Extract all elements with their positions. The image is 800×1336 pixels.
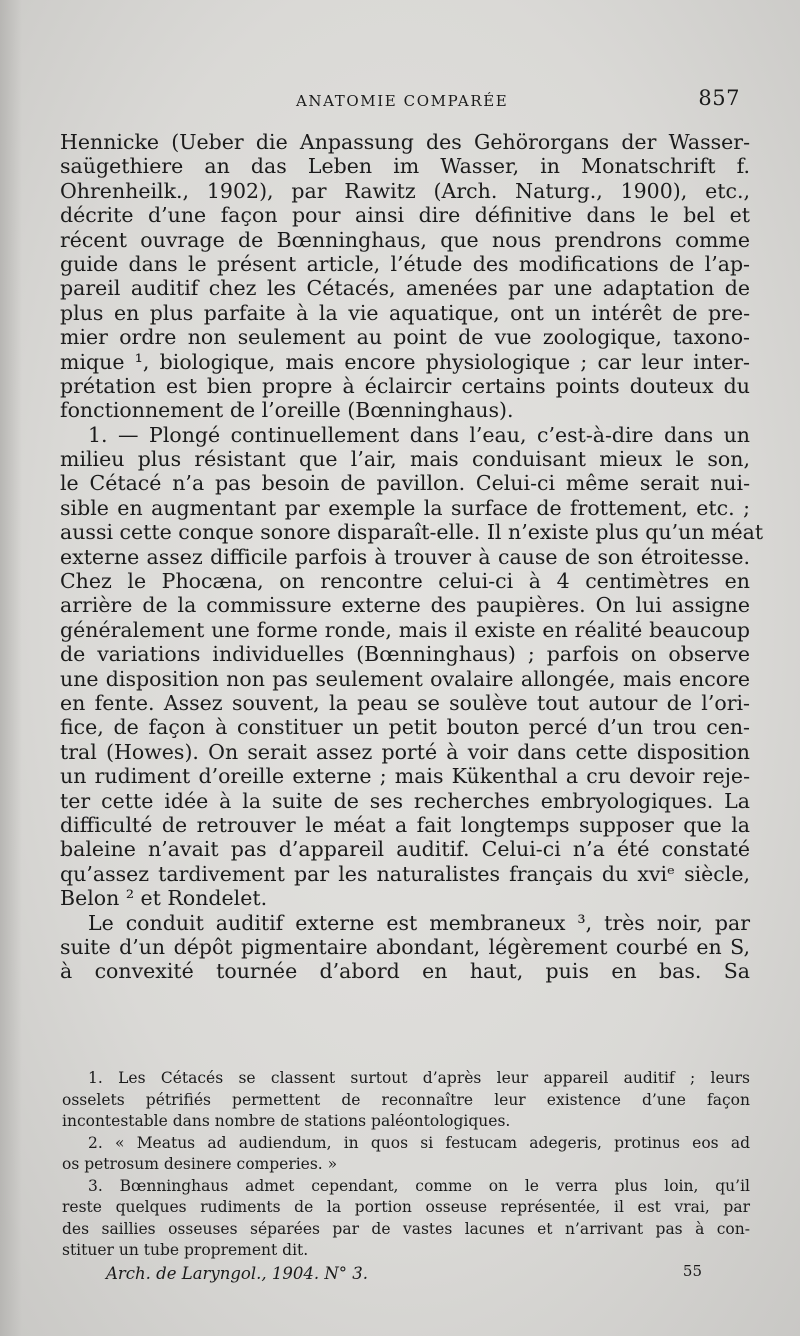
- text-line: Hennicke (Ueber die Anpassung des Gehörorgans der Wasser-: [60, 130, 750, 154]
- text-line: une disposition non pas seulement ovalaire allongée, mais encore: [60, 666, 750, 691]
- text-line: 1. — Plongé continuellement dans l’eau, c’est-à-dire dans un: [88, 422, 750, 447]
- text-line: mier ordre non seulement au point de vue zoologique, taxono-: [60, 325, 750, 350]
- text-line: sible en augmentant par exemple la surface de frottement, etc. ;: [60, 495, 750, 520]
- footnote-line: incontestable dans nombre de stations paléontologiques.: [62, 1112, 511, 1130]
- footnote-line: 1. Les Cétacés se classent surtout d’après leur appareil auditif ; leurs: [88, 1069, 750, 1087]
- page-number: 857: [698, 86, 740, 110]
- text-line: qu’assez tardivement par les naturalistes français du xviᵉ siècle,: [60, 861, 750, 886]
- text-line: mique ¹, biologique, mais encore physiologique ; car leur inter-: [60, 349, 750, 374]
- journal-citation: Arch. de Laryngol., 1904. N° 3.: [106, 1264, 369, 1283]
- footnote-line: stituer un tube proprement dit.: [62, 1241, 309, 1259]
- text-line: externe assez difficile parfois à trouver à cause de son étroitesse.: [60, 544, 750, 569]
- footnotes: [62, 1068, 750, 1262]
- signature-mark: 55: [682, 1262, 702, 1280]
- page-edge-shadow: [0, 0, 22, 1336]
- footnote-line: des saillies osseuses séparées par de vastes lacunes et n’arrivant pas à con-: [62, 1219, 750, 1238]
- text-line: un rudiment d’oreille externe ; mais Kükenthal a cru devoir reje-: [60, 764, 750, 789]
- text-line: ter cette idée à la suite de ses recherches embryologiques. La: [60, 788, 750, 813]
- text-line: fonctionnement de l’oreille (Bœnninghaus).: [60, 398, 514, 423]
- footnote-line: os petrosum desinere comperies. »: [62, 1155, 338, 1173]
- text-line: difficulté de retrouver le méat a fait longtemps supposer que la: [60, 812, 750, 837]
- text-line: décrite d’une façon pour ainsi dire définitive dans le bel et: [60, 203, 750, 228]
- text-line: Ohrenheilk., 1902), par Rawitz (Arch. Naturg., 1900), etc.,: [60, 178, 750, 203]
- text-line: le Cétacé n’a pas besoin de pavillon. Celui-ci même serait nui-: [60, 471, 750, 496]
- text-line: à convexité tournée d’abord en haut, puis en bas. Sa: [60, 959, 750, 984]
- text-line: tral (Howes). On serait assez porté à voir dans cette disposition: [60, 739, 750, 764]
- text-line: saügethiere an das Leben im Wasser, in Monatschrift f.: [60, 154, 750, 179]
- text-line: généralement une forme ronde, mais il existe en réalité beaucoup: [60, 617, 750, 642]
- running-head: [60, 84, 742, 118]
- footnote-line: 2. « Meatus ad audiendum, in quos si festucam adegeris, protinus eos ad: [88, 1133, 750, 1152]
- text-line: Chez le Phocæna, on rencontre celui-ci à 4 centimètres en: [60, 569, 750, 594]
- text-line: suite d’un dépôt pigmentaire abondant, légèrement courbé en S,: [60, 934, 750, 959]
- page-footer: [62, 1262, 744, 1288]
- text-line: plus en plus parfaite à la vie aquatique, ont un intérêt de pre-: [60, 300, 750, 325]
- text-line: milieu plus résistant que l’air, mais conduisant mieux le son,: [60, 447, 750, 472]
- footnote-line: 3. Bœnninghaus admet cependant, comme on le verra plus loin, qu’il: [88, 1176, 750, 1195]
- text-line: prétation est bien propre à éclaircir certains points douteux du: [60, 373, 750, 398]
- text-line: en fente. Assez souvent, la peau se soulève tout autour de l’ori-: [60, 690, 750, 715]
- text-line: de variations individuelles (Bœnninghaus) ; parfois on observe: [60, 642, 750, 667]
- footnote-line: reste quelques rudiments de la portion osseuse représentée, il est vrai, par: [62, 1198, 750, 1216]
- text-line: Belon ² et Rondelet.: [60, 886, 268, 911]
- body-text: [60, 130, 764, 984]
- text-line: récent ouvrage de Bœnninghaus, que nous prendrons comme: [60, 227, 750, 252]
- footnote-line: osselets pétrifiés permettent de reconnaître leur existence d’une façon: [62, 1090, 750, 1109]
- text-line: aussi cette conque sonore disparaît-elle. Il n’existe plus qu’un méat: [60, 520, 764, 545]
- running-title: ANATOMIE COMPARÉE: [296, 92, 509, 110]
- text-line: fice, de façon à constituer un petit bouton percé d’un trou cen-: [60, 715, 750, 740]
- text-line: arrière de la commissure externe des paupières. On lui assigne: [60, 593, 750, 618]
- text-line: pareil auditif chez les Cétacés, amenées par une adaptation de: [60, 276, 750, 301]
- text-line: baleine n’avait pas d’appareil auditif. Celui-ci n’a été constaté: [60, 837, 750, 862]
- text-line: Le conduit auditif externe est membraneux ³, très noir, par: [88, 910, 750, 935]
- text-line: guide dans le présent article, l’étude des modifications de l’ap-: [60, 251, 750, 276]
